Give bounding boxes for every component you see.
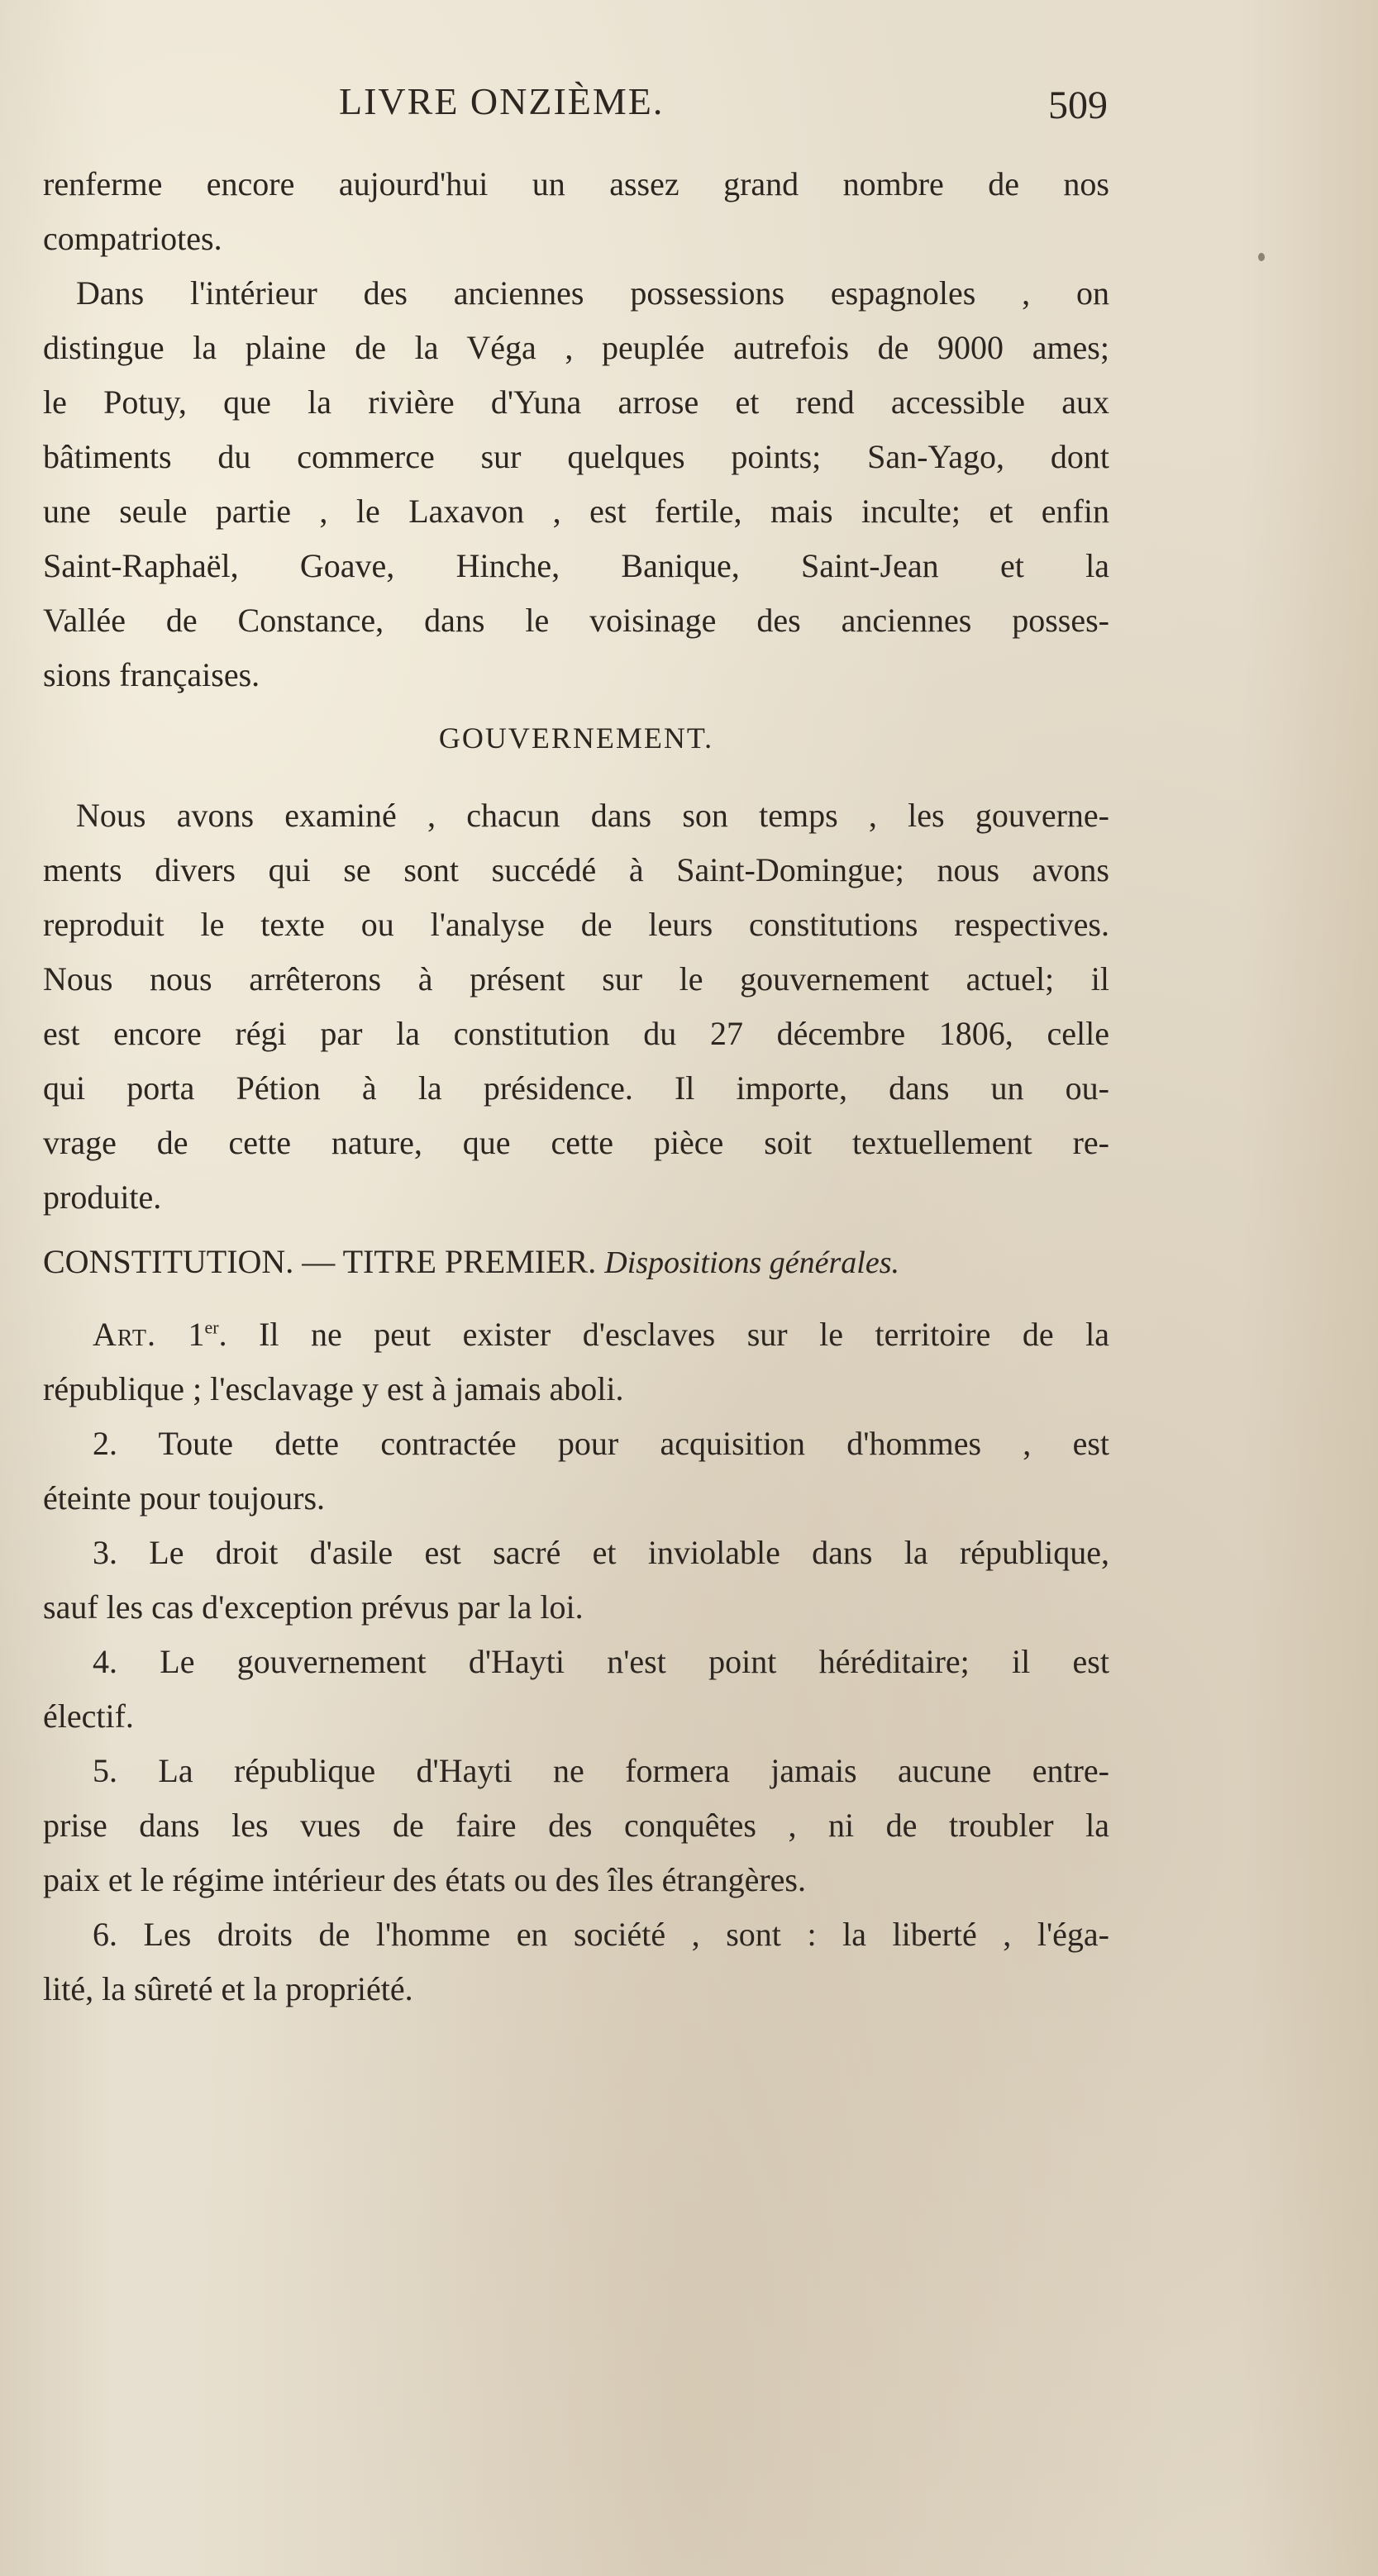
running-title: LIVRE ONZIÈME. <box>339 80 665 122</box>
text-line: reproduit le texte ou l'analyse de leurs constitutions respectives. <box>43 906 1109 943</box>
text-line: renferme encore aujourd'hui un assez grand nombre de nos <box>43 165 1109 202</box>
constitution-title-sub: Dispositions générales. <box>604 1245 900 1280</box>
article-6-line: 6. Les droits de l'homme en société , sont : la liberté , l'éga- <box>93 1916 1109 1953</box>
article-5-line: prise dans les vues de faire des conquêtes , ni de troubler la <box>43 1807 1109 1844</box>
article-prefix: Art. <box>93 1316 156 1353</box>
text-line: sions françaises. <box>43 656 260 693</box>
article-number-superscript: er <box>204 1317 219 1338</box>
article-6-line: lité, la sûreté et la propriété. <box>43 1970 413 2007</box>
text-line: est encore régi par la constitution du 27 décembre 1806, celle <box>43 1015 1109 1052</box>
text-line: bâtiments du commerce sur quelques points; San-Yago, dont <box>43 438 1109 475</box>
article-4-line: électif. <box>43 1697 134 1735</box>
article-2-line: 2. Toute dette contractée pour acquisition d'hommes , est <box>93 1425 1109 1462</box>
constitution-title <box>43 1235 1109 1289</box>
section-heading: GOUVERNEMENT. <box>438 721 714 755</box>
text-line: compatriotes. <box>43 220 222 257</box>
text-line: distingue la plaine de la Véga , peuplée autrefois de 9000 ames; <box>43 329 1109 366</box>
body-text <box>43 157 1109 2017</box>
text-line: produite. <box>43 1178 162 1216</box>
text-line: Saint-Raphaël, Goave, Hinche, Banique, Saint-Jean et la <box>43 547 1109 584</box>
constitution-title-main: CONSTITUTION. — TITRE PREMIER. <box>43 1243 597 1280</box>
paper-speck <box>1258 253 1265 261</box>
page-header <box>50 79 1108 137</box>
article-3-line: sauf les cas d'exception prévus par la loi. <box>43 1588 584 1626</box>
text-line: Nous nous arrêterons à présent sur le gouvernement actuel; il <box>43 960 1109 998</box>
text-line: Nous avons examiné , chacun dans son temps , les gouverne- <box>76 797 1109 834</box>
article-3-line: 3. Le droit d'asile est sacré et inviolable dans la république, <box>93 1534 1109 1571</box>
article-4-line: 4. Le gouvernement d'Hayti n'est point héréditaire; il est <box>93 1643 1109 1680</box>
article-2-line: éteinte pour toujours. <box>43 1479 326 1517</box>
text-line: ments divers qui se sont succédé à Saint-Domingue; nous avons <box>43 851 1109 888</box>
article-5-line: 5. La république d'Hayti ne formera jamais aucune entre- <box>93 1752 1109 1789</box>
text-line: vrage de cette nature, que cette pièce soit textuellement re- <box>43 1124 1109 1161</box>
page-number: 509 <box>1048 83 1108 127</box>
article-1-line <box>43 1307 1109 1362</box>
text-line: Dans l'intérieur des anciennes possessions espagnoles , on <box>76 274 1109 312</box>
article-5-line: paix et le régime intérieur des états ou des îles étrangères. <box>43 1861 806 1898</box>
text-line: le Potuy, que la rivière d'Yuna arrose et rend accessible aux <box>43 383 1109 421</box>
article-number: 1 <box>188 1316 205 1353</box>
text-line: qui porta Pétion à la présidence. Il importe, dans un ou- <box>43 1069 1109 1107</box>
article-1-line: république ; l'esclavage y est à jamais aboli. <box>43 1370 624 1407</box>
text-line: Vallée de Constance, dans le voisinage des anciennes posses- <box>43 602 1109 639</box>
text-line: une seule partie , le Laxavon , est fertile, mais inculte; et enfin <box>43 493 1109 530</box>
article-text: . Il ne peut exister d'esclaves sur le territoire de la <box>218 1316 1109 1353</box>
